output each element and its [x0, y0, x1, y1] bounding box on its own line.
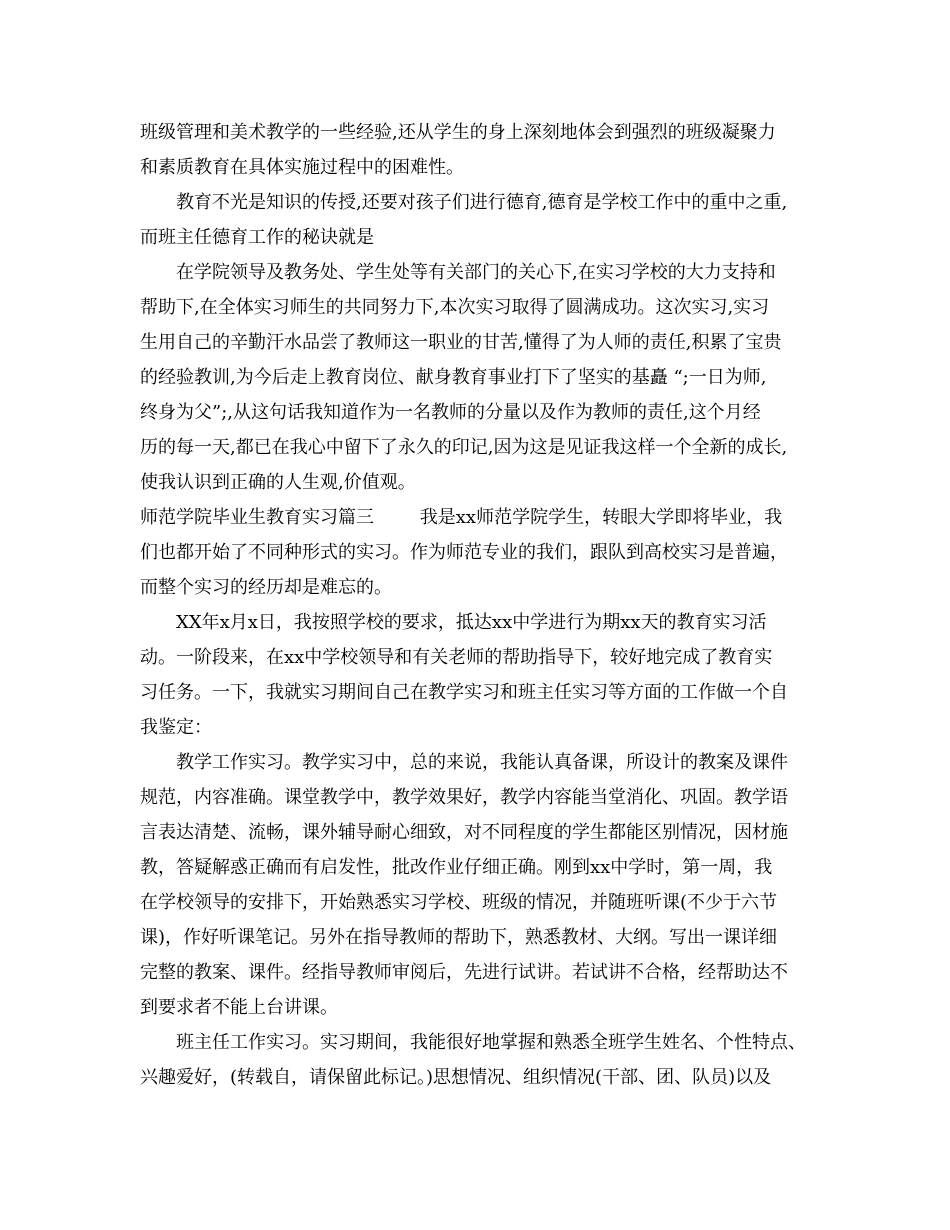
text-line: 兴趣爱好，(转载自，请保留此标记。)思想情况、组织情况(干部、团、队员)以及 — [140, 1067, 772, 1088]
text-line: XX年x月x日，我按照学校的要求，抵达xx中学进行为期xx天的教育实习活 — [176, 612, 767, 633]
text-line: 和素质教育在具体实施过程中的困难性。 — [140, 157, 464, 178]
text-line: 帮助下,在全体实习师生的共同努力下,本次实习取得了圆满成功。这次实习,实习 — [140, 297, 770, 318]
text-line: 教育不光是知识的传授,还要对孩子们进行德育,德育是学校工作中的重中之重, — [176, 192, 788, 213]
text-line: 动。一阶段来，在xx中学校领导和有关老师的帮助指导下，较好地完成了教育实 — [140, 647, 773, 668]
text-line: 我鉴定： — [140, 717, 212, 738]
text-line: 规范，内容准确。课堂教学中，教学效果好，教学内容能当堂消化、巩固。教学语 — [140, 787, 788, 808]
text-line: 而班主任德育工作的秘诀就是 — [140, 227, 374, 248]
text-line: 课)，作好听课笔记。另外在指导教师的帮助下，熟悉教材、大纲。写出一课详细 — [140, 927, 778, 948]
text-line: 完整的教案、课件。经指导教师审阅后，先进行试讲。若试讲不合格，经帮助达不 — [140, 962, 788, 983]
text-line: 教学工作实习。教学实习中，总的来说，我能认真备课，所设计的教案及课件 — [176, 752, 788, 773]
text-line: 到要求者不能上台讲课。 — [140, 997, 338, 1018]
text-line: 历的每一天,都已在我心中留下了永久的印记,因为这是见证我这样一个全新的成长, — [140, 437, 788, 458]
text-line: 在学院领导及教务处、学生处等有关部门的关心下,在实习学校的大力支持和 — [176, 262, 776, 283]
text-line: 班主任工作实习。实习期间，我能很好地掌握和熟悉全班学生姓名、个性特点、 — [176, 1032, 806, 1053]
text-line: 教，答疑解惑正确而有启发性，批改作业仔细正确。刚到xx中学时，第一周，我 — [140, 857, 773, 878]
text-line: 班级管理和美术教学的一些经验,还从学生的身上深刻地体会到强烈的班级凝聚力 — [140, 122, 776, 143]
text-line: 而整个实习的经历却是难忘的。 — [140, 577, 392, 598]
text-line: 生用自己的辛勤汗水品尝了教师这一职业的甘苦,懂得了为人师的责任,积累了宝贵 — [140, 332, 782, 353]
text-line: 言表达清楚、流畅，课外辅导耐心细致，对不同程度的学生都能区别情况，因材施 — [140, 822, 788, 843]
text-line: 的经验教训,为今后走上教育岗位、献身教育事业打下了坚实的基矗 “;一日为师, — [140, 367, 767, 388]
text-line: 使我认识到正确的人生观,价值观。 — [140, 472, 416, 493]
text-line: 们也都开始了不同种形式的实习。作为师范专业的我们，跟队到高校实习是普遍， — [140, 542, 788, 563]
text-line: 终身为父”;,从这句话我知道作为一名教师的分量以及作为教师的责任,这个月经 — [140, 402, 761, 423]
text-line: 在学校领导的安排下，开始熟悉实习学校、班级的情况，并随班听课(不少于六节 — [140, 892, 778, 913]
text-line: 师范学院毕业生教育实习篇三 我是xx师范学院学生，转眼大学即将毕业，我 — [140, 507, 783, 528]
text-line: 习任务。一下，我就实习期间自己在教学实习和班主任实习等方面的工作做一个自 — [140, 682, 788, 703]
